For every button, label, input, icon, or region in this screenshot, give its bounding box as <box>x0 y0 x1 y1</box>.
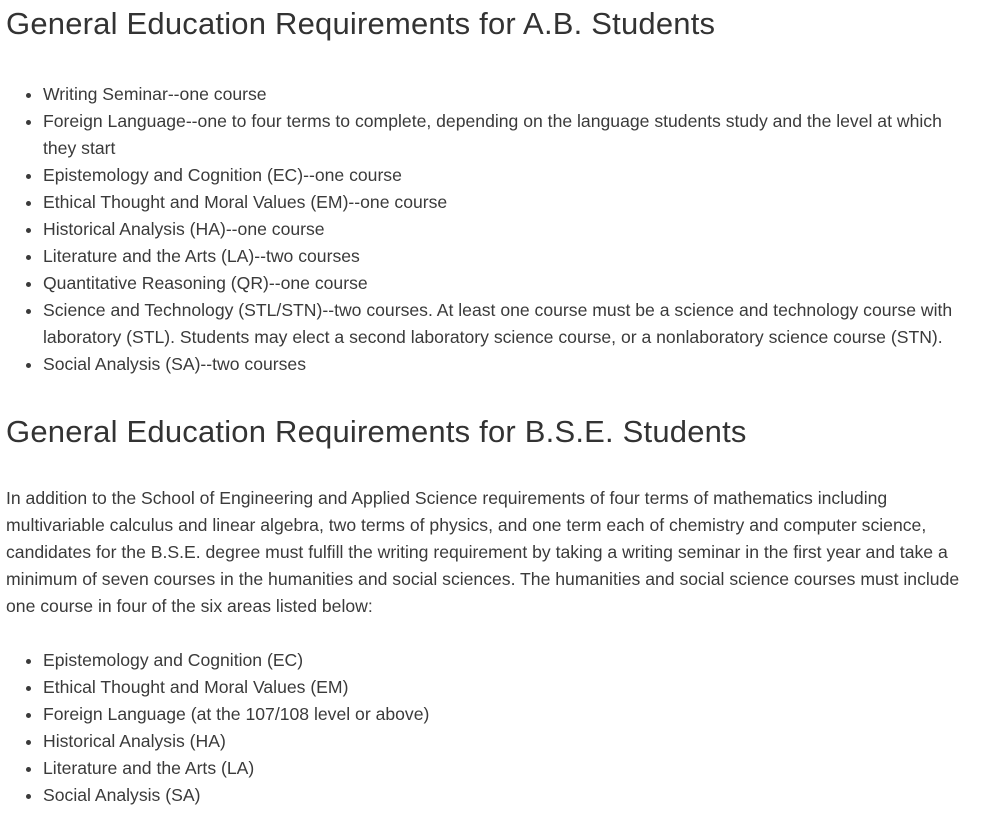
list-item: • Ethical Thought and Moral Values (EM) <box>43 674 979 701</box>
list-item: • Ethical Thought and Moral Values (EM)--one course <box>43 189 979 216</box>
list-item: • Writing Seminar--one course <box>43 81 979 108</box>
list-item: • Social Analysis (SA) <box>43 782 979 809</box>
list-item: • Literature and the Arts (LA) <box>43 755 979 782</box>
list-item: • Epistemology and Cognition (EC)--one course <box>43 162 979 189</box>
bse-areas-list <box>6 647 979 809</box>
list-item: • Quantitative Reasoning (QR)--one course <box>43 270 979 297</box>
list-item: • Historical Analysis (HA) <box>43 728 979 755</box>
list-item: • Foreign Language (at the 107/108 level or above) <box>43 701 979 728</box>
list-item: • Foreign Language--one to four terms to complete, depending on the language students study and the level at which they start <box>43 108 979 162</box>
ab-requirements-list <box>6 81 979 378</box>
bse-heading: General Education Requirements for B.S.E. Students <box>6 414 747 449</box>
list-item: • Social Analysis (SA)--two courses <box>43 351 979 378</box>
bse-paragraph: In addition to the School of Engineering and Applied Science requirements of four terms of mathematics including multivariable calculus and linear algebra, two terms of physics, and one term each of chemistry and computer science, candidates for the B.S.E. degree must fulfill the writing requirement by taking a writing seminar in the first year and take a minimum of seven courses in the humanities and social sciences. The humanities and social science courses must include one course in four of the six areas listed below: <box>6 488 960 616</box>
list-item: • Historical Analysis (HA)--one course <box>43 216 979 243</box>
ab-heading: General Education Requirements for A.B. Students <box>6 6 716 41</box>
list-item: • Literature and the Arts (LA)--two courses <box>43 243 979 270</box>
list-item: • Science and Technology (STL/STN)--two courses. At least one course must be a science and technology course with laboratory (STL). Students may elect a second laboratory science course, or a nonlaboratory science course (STN). <box>43 297 979 351</box>
list-item: • Epistemology and Cognition (EC) <box>43 647 979 674</box>
